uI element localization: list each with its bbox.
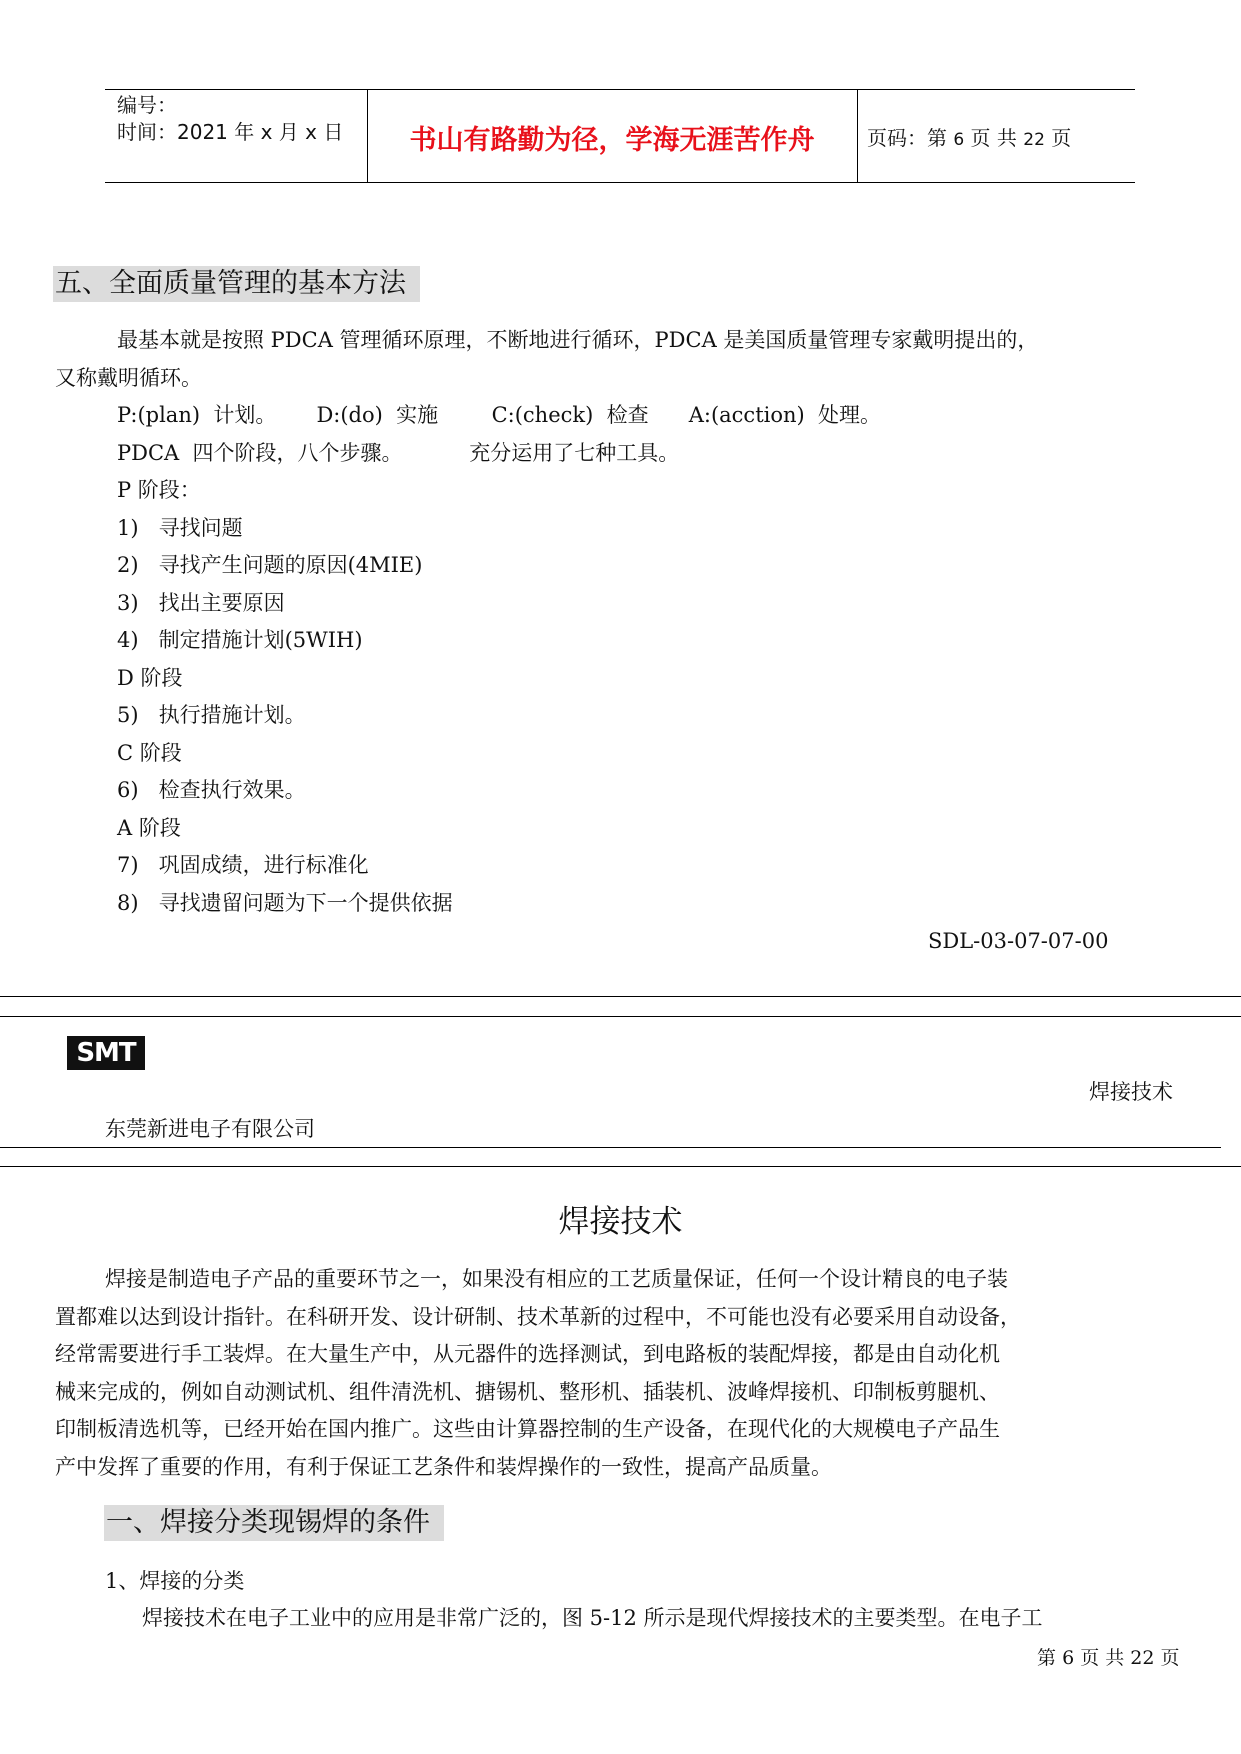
paragraph-line: 产中发挥了重要的作用，有利于保证工艺条件和装焊操作的一致性，提高产品质量。 bbox=[55, 1455, 832, 1479]
list-item: 4) 制定措施计划(5WIH) bbox=[117, 628, 363, 652]
subsection-title: 1、焊接的分类 bbox=[105, 1569, 245, 1593]
footer-current: 6 bbox=[1062, 1647, 1075, 1669]
footer-mid: 页 共 bbox=[1080, 1647, 1125, 1669]
list-item: 7) 巩固成绩，进行标准化 bbox=[117, 853, 369, 877]
divider-line bbox=[0, 1166, 1241, 1167]
list-item: 5) 执行措施计划。 bbox=[117, 703, 306, 727]
time-label: 时间：2021 年 x 月 x 日 bbox=[117, 120, 344, 144]
paragraph-line: 械来完成的，例如自动测试机、组件清洗机、搪锡机、整形机、插装机、波峰焊接机、印制板剪腿机、 bbox=[55, 1380, 1000, 1404]
list-item: P 阶段： bbox=[117, 478, 201, 502]
intro-line: 又称戴明循环。 bbox=[55, 366, 202, 390]
section-heading: 五、全面质量管理的基本方法 bbox=[53, 266, 420, 302]
paragraph-line: 焊接是制造电子产品的重要环节之一，如果没有相应的工艺质量保证，任何一个设计精良的电子装 bbox=[105, 1267, 1008, 1291]
page-indicator bbox=[867, 122, 1071, 151]
company-name: 东莞新进电子有限公司 bbox=[105, 1117, 315, 1141]
header-meta bbox=[117, 92, 343, 146]
list-item: C 阶段 bbox=[117, 741, 182, 765]
header-divider bbox=[857, 90, 858, 182]
footer-suffix: 页 bbox=[1160, 1647, 1180, 1669]
number-label: 编号： bbox=[117, 93, 177, 117]
paragraph-line: 经常需要进行手工装焊。在大量生产中，从元器件的选择测试，到电路板的装配焊接，都是由自动化机 bbox=[55, 1342, 1000, 1366]
page-suffix: 页 bbox=[1051, 126, 1072, 150]
summary-line: PDCA 四个阶段，八个步骤。 充分运用了七种工具。 bbox=[117, 441, 680, 465]
page-current: 6 bbox=[953, 130, 965, 150]
list-item: 8) 寻找遗留问题为下一个提供依据 bbox=[117, 891, 453, 915]
divider-line bbox=[0, 996, 1241, 997]
divider-line bbox=[0, 1147, 1221, 1148]
list-item: 2) 寻找产生问题的原因(4MIE) bbox=[117, 553, 423, 577]
section-heading: 一、焊接分类现锡焊的条件 bbox=[104, 1505, 444, 1541]
doc-code: SDL-03-07-07-00 bbox=[928, 929, 1109, 953]
footer-prefix: 第 bbox=[1037, 1647, 1057, 1669]
paragraph-line: 置都难以达到设计指针。在科研开发、设计研制、技术革新的过程中，不可能也没有必要采用自动设备， bbox=[55, 1305, 1021, 1329]
company-logo: SMT bbox=[67, 1036, 145, 1070]
page-prefix: 页码：第 bbox=[867, 126, 947, 150]
list-item: 6) 检查执行效果。 bbox=[117, 778, 306, 802]
paragraph-line: 印制板清选机等，已经开始在国内推广。这些由计算器控制的生产设备，在现代化的大规模电子产品生 bbox=[55, 1417, 1000, 1441]
intro-line: 最基本就是按照 PDCA 管理循环原理，不断地进行循环，PDCA 是美国质量管理专家戴明提出的， bbox=[117, 328, 1039, 352]
list-item: 1) 寻找问题 bbox=[117, 516, 243, 540]
page-title: 焊接技术 bbox=[558, 1204, 683, 1240]
footer-page-number bbox=[1037, 1643, 1180, 1670]
page-total: 22 bbox=[1023, 130, 1045, 150]
page-mid: 页 共 bbox=[970, 126, 1017, 150]
list-item: A 阶段 bbox=[117, 816, 181, 840]
pdca-line: P:(plan) 计划。 D:(do) 实施 C:(check) 检查 A:(acction) 处理。 bbox=[117, 403, 882, 427]
paragraph-line: 焊接技术在电子工业中的应用是非常广泛的，图 5-12 所示是现代焊接技术的主要类型。在电子工 bbox=[142, 1606, 1043, 1630]
footer-total: 22 bbox=[1130, 1647, 1155, 1669]
divider-line bbox=[0, 1016, 1241, 1017]
document-header bbox=[105, 89, 1135, 183]
list-item: 3) 找出主要原因 bbox=[117, 591, 285, 615]
list-item: D 阶段 bbox=[117, 666, 183, 690]
running-title: 焊接技术 bbox=[1089, 1080, 1173, 1104]
motto: 书山有路勤为径，学海无涯苦作舟 bbox=[409, 125, 815, 156]
